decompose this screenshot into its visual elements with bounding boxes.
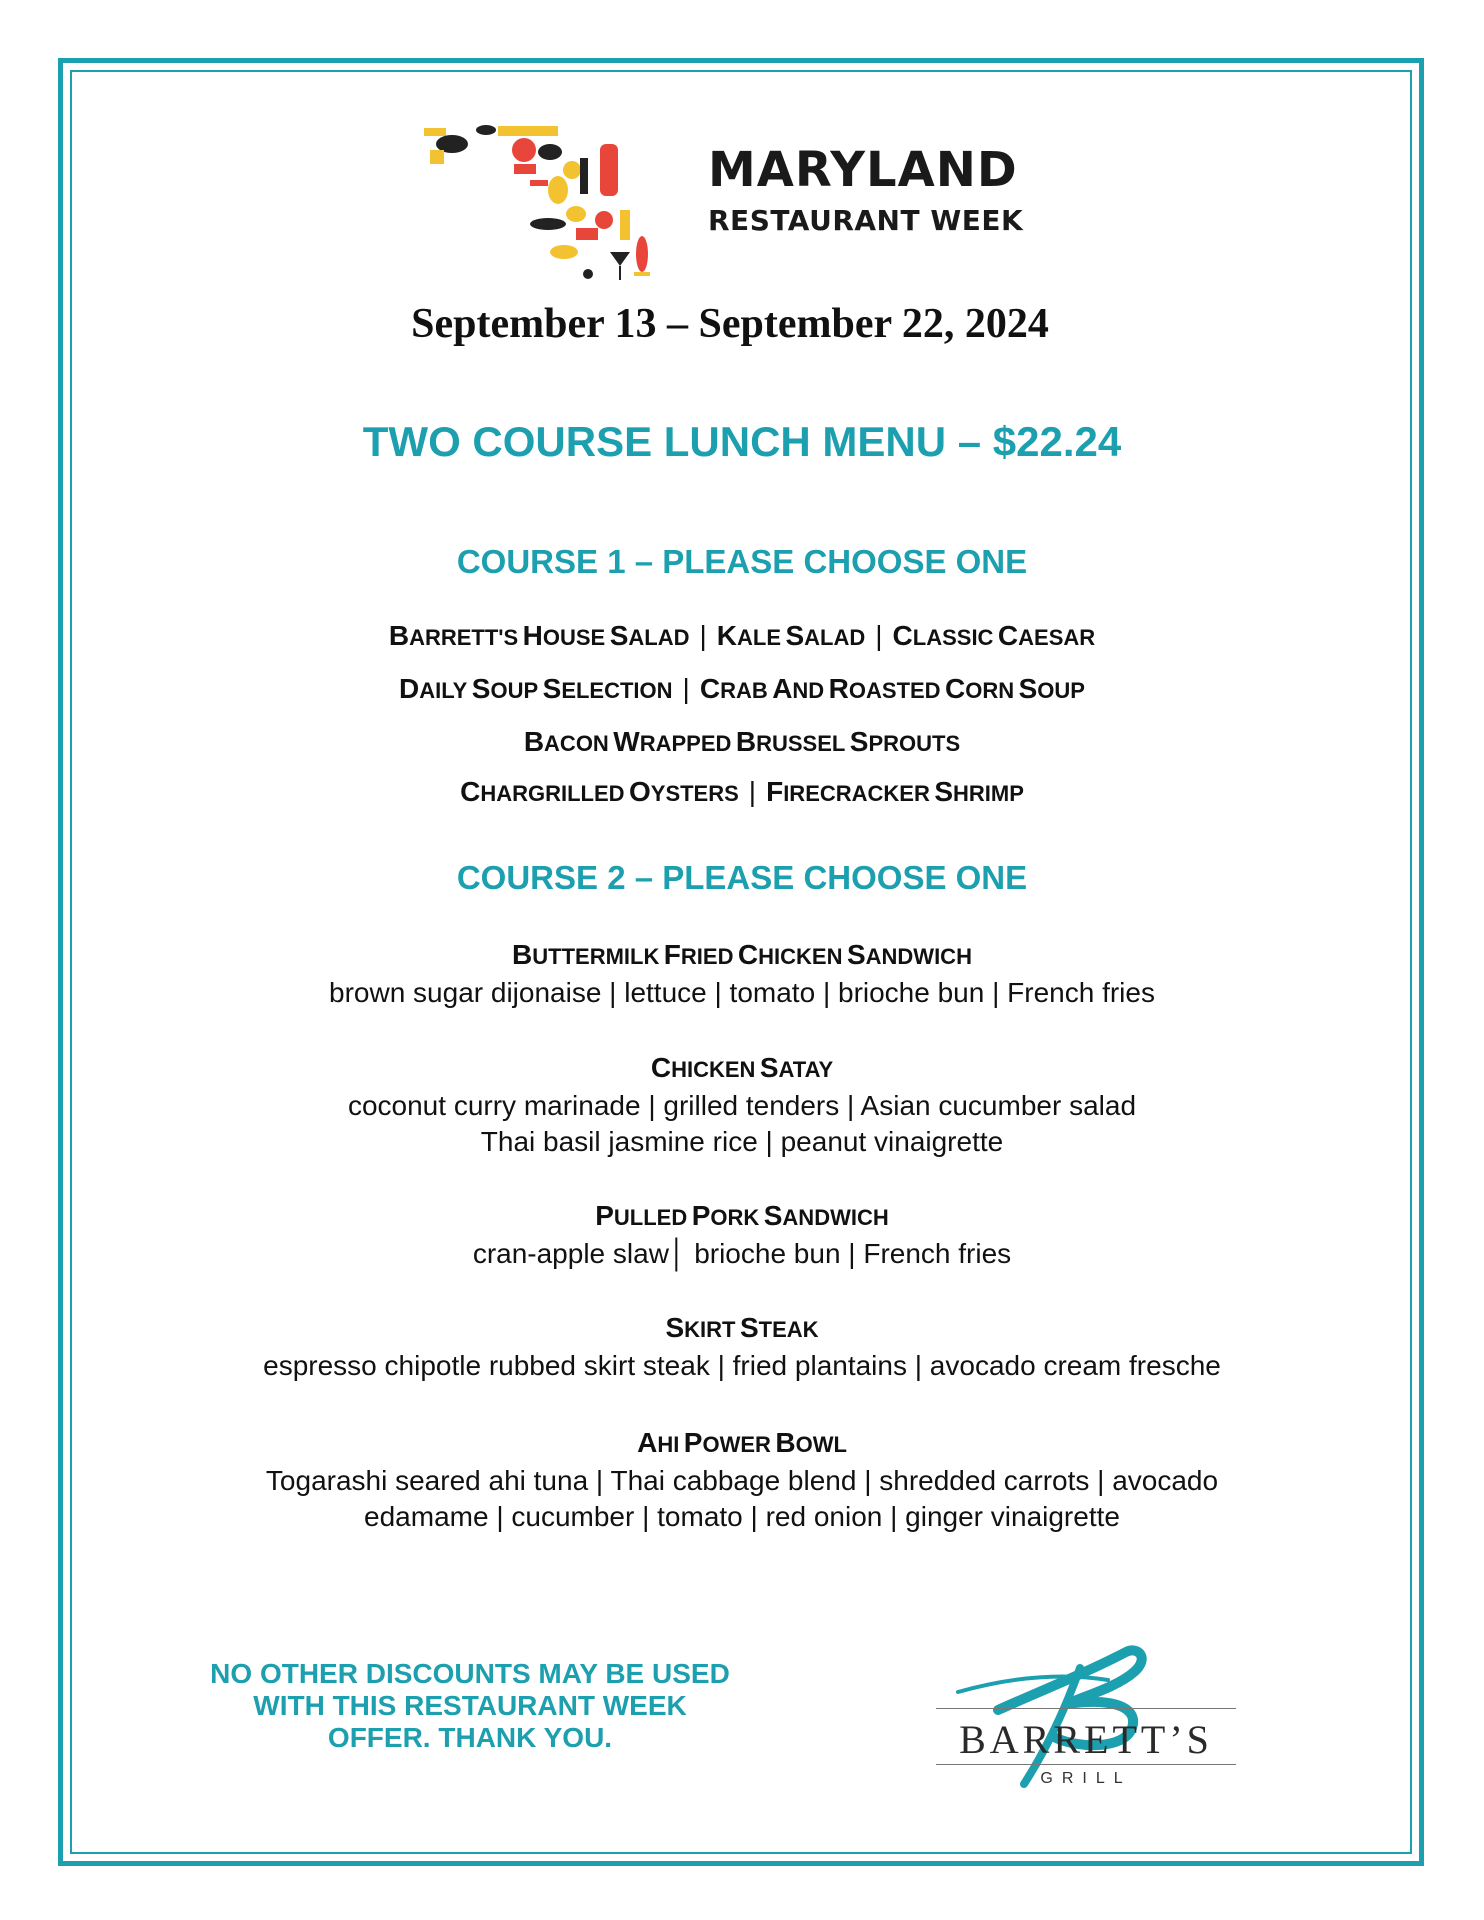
barretts-grill-logo xyxy=(928,1632,1238,1792)
course-2-heading: COURSE 2 – PLEASE CHOOSE ONE xyxy=(456,859,1028,896)
brand-rule-top xyxy=(936,1708,1236,1709)
discount-notice-line: OFFER. THANK YOU. xyxy=(327,1722,613,1753)
course-1-option: CLASSIC CAESAR xyxy=(892,620,1096,651)
discount-notice xyxy=(190,1658,750,1754)
course-1-option: BACON WRAPPED BRUSSEL SPROUTS xyxy=(523,726,961,757)
dish-description: Thai basil jasmine rice | peanut vinaigrette xyxy=(480,1126,1004,1157)
dish-name: PULLED PORK SANDWICH xyxy=(595,1200,889,1231)
course-1-option: CRAB AND ROASTED CORN SOUP xyxy=(699,673,1085,704)
dish-description: brown sugar dijonaise | lettuce | tomato | brioche bun | French fries xyxy=(329,977,1155,1008)
separator: | xyxy=(875,620,883,651)
dish-name: AHI POWER BOWL xyxy=(637,1427,847,1458)
separator: | xyxy=(682,673,690,704)
event-dates: September 13 – September 22, 2024 xyxy=(411,301,1049,347)
course-1-line xyxy=(0,776,1484,808)
separator: | xyxy=(699,620,707,651)
separator: | xyxy=(748,776,757,807)
course-1-line xyxy=(0,620,1484,652)
dish-description: cran-apple slaw│ brioche bun | French fries xyxy=(472,1238,1012,1269)
dish-description: espresso chipotle rubbed skirt steak | fried plantains | avocado cream fresche xyxy=(263,1350,1221,1381)
course-1-heading: COURSE 1 – PLEASE CHOOSE ONE xyxy=(456,543,1028,580)
dish-description: Togarashi seared ahi tuna | Thai cabbage blend | shredded carrots | avocado xyxy=(265,1465,1219,1496)
dish-description: edamame | cucumber | tomato | red onion | ginger vinaigrette xyxy=(364,1501,1120,1532)
brand-subtitle: GRILL xyxy=(1040,1770,1132,1787)
brand-rule-bottom xyxy=(936,1764,1236,1765)
course-1-option: BARRETT'S HOUSE SALAD xyxy=(388,620,690,651)
brand-name: BARRETT’S xyxy=(959,1717,1213,1762)
maryland-restaurant-week-logo xyxy=(424,124,1024,284)
logo-title: MARYLAND xyxy=(708,142,1018,198)
course-1-line xyxy=(0,726,1484,758)
dish-name: CHICKEN SATAY xyxy=(650,1052,834,1083)
discount-notice-line: WITH THIS RESTAURANT WEEK xyxy=(253,1690,687,1721)
discount-notice-line: NO OTHER DISCOUNTS MAY BE USED xyxy=(210,1658,730,1689)
barretts-b-swash-icon xyxy=(928,1632,1238,1792)
dish-name: SKIRT STEAK xyxy=(665,1312,819,1343)
course-1-option: CHARGRILLED OYSTERS xyxy=(460,776,739,807)
dish-description: coconut curry marinade | grilled tenders | Asian cucumber salad xyxy=(347,1090,1137,1121)
maryland-map-icon xyxy=(424,124,724,284)
course-1-option: KALE SALAD xyxy=(716,620,866,651)
course-1-line xyxy=(0,673,1484,705)
course-1-option: FIRECRACKER SHRIMP xyxy=(766,776,1024,807)
menu-title: TWO COURSE LUNCH MENU – $22.24 xyxy=(362,418,1122,465)
dish-name: BUTTERMILK FRIED CHICKEN SANDWICH xyxy=(512,939,972,970)
course-1-option: DAILY SOUP SELECTION xyxy=(399,673,673,704)
logo-subtitle: RESTAURANT WEEK xyxy=(708,204,1024,237)
